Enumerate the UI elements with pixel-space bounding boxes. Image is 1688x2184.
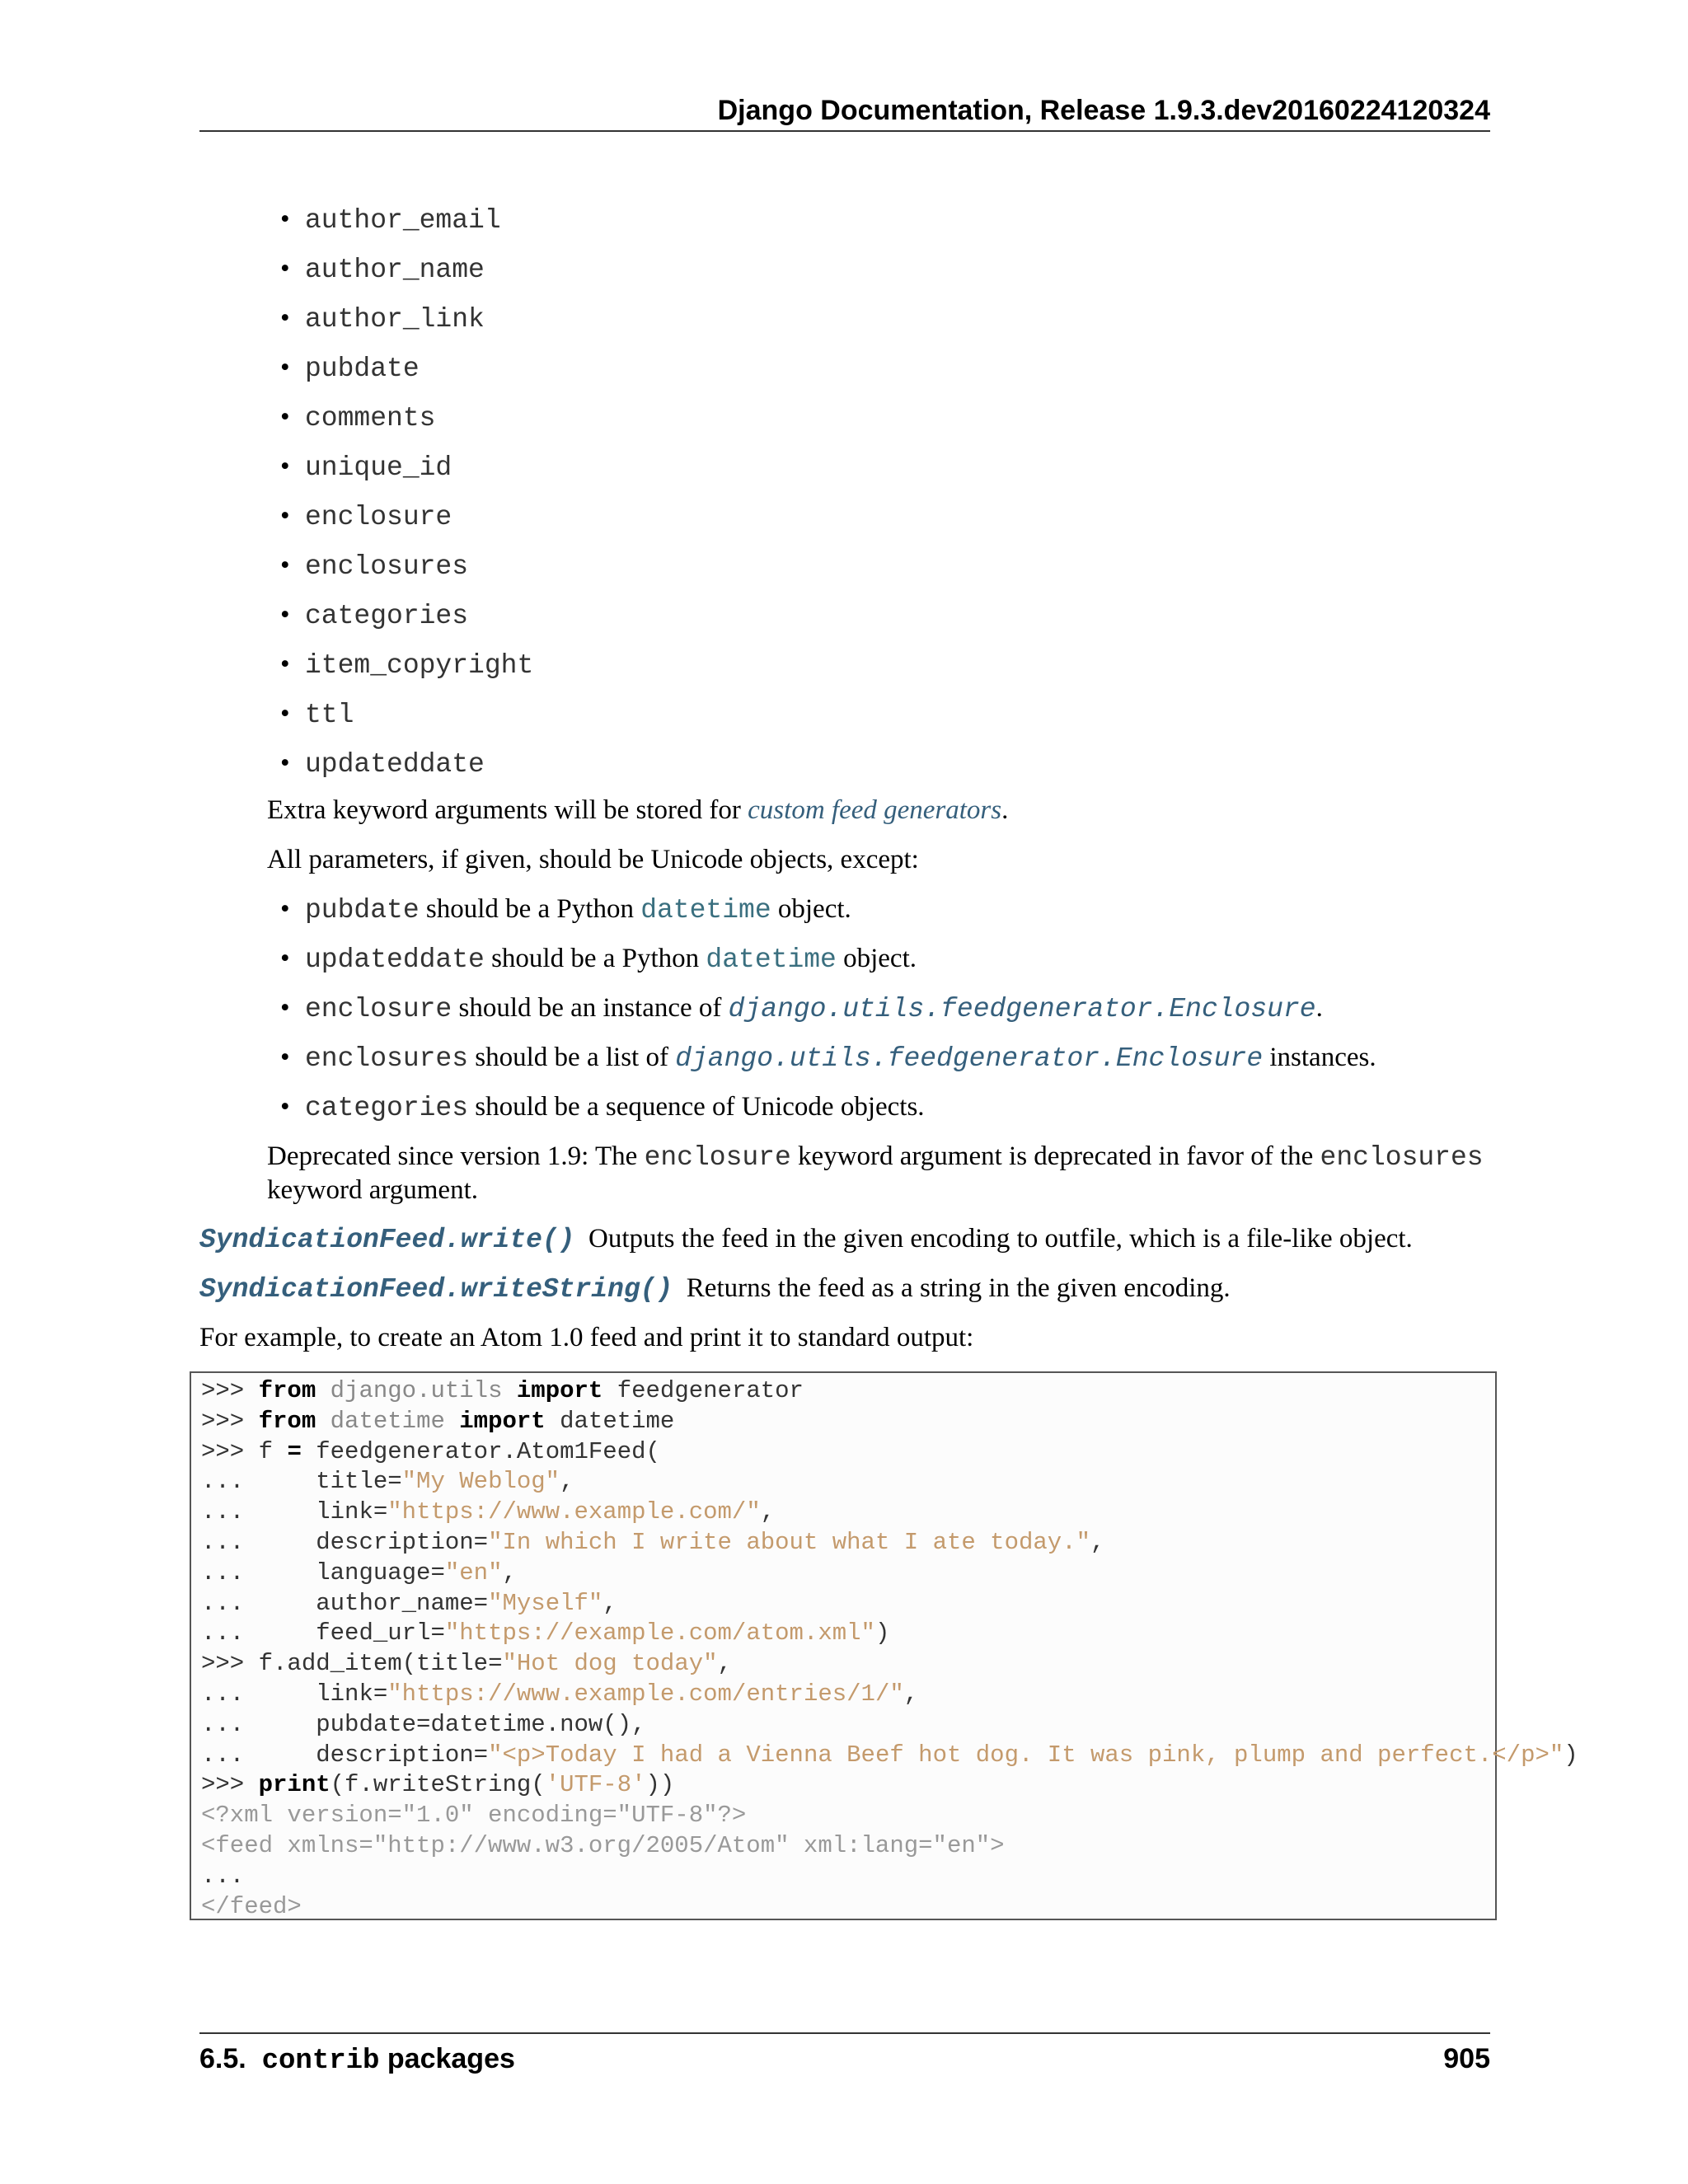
param-conditions-list [305, 884, 1376, 1132]
list-item: • enclosures [305, 541, 533, 590]
example-intro: For example, to create an Atom 1.0 feed and print it to standard output: [199, 1323, 974, 1352]
code-example [201, 1376, 1578, 1922]
list-item: • item_copyright [305, 640, 533, 689]
deprecation-note: Deprecated since version 1.9: The enclosure keyword argument is deprecated in favor of the enclosures [267, 1141, 1484, 1173]
code-example-block[interactable] [190, 1371, 1578, 1920]
page-number: 905 [1443, 2043, 1490, 2074]
list-item: • enclosure should be an instance of django.utils.feedgenerator.Enclosure. [305, 983, 1376, 1033]
list-item: • comments [305, 392, 533, 442]
list-item: • enclosures should be a list of django.utils.feedgenerator.Enclosure instances. [305, 1033, 1376, 1082]
list-item: • categories should be a sequence of Unicode objects. [305, 1082, 1376, 1132]
code-line: ... language="en", [201, 1558, 517, 1586]
enclosure-class-link[interactable]: django.utils.feedgenerator.Enclosure [728, 994, 1316, 1024]
list-item: • categories [305, 590, 533, 640]
code-output-line: <?xml version="1.0" encoding="UTF-8"?> [201, 1802, 747, 1830]
list-item: • pubdate should be a Python datetime object. [305, 884, 1376, 934]
code-line: ... description="<p>Today I had a Vienna Beef hot dog. It was pink, plump and perfect.</p>") [201, 1741, 1578, 1769]
code-line: ... feed_url="https://example.com/atom.xml") [201, 1619, 890, 1647]
code-line: ... pubdate=datetime.now(), [201, 1710, 646, 1738]
method-writestring: SyndicationFeed.writeString() Returns the feed as a string in the given encoding. [199, 1273, 1231, 1305]
footer-divider [199, 2032, 1490, 2034]
params-intro: All parameters, if given, should be Unicode objects, except: [267, 845, 919, 874]
code-line: >>> print(f.writeString('UTF-8')) [201, 1771, 675, 1799]
code-line: >>> from django.utils import feedgenerator [201, 1377, 804, 1404]
code-line: ... link="https://www.example.com/entries/1/", [201, 1680, 919, 1708]
list-item: • pubdate [305, 343, 533, 392]
header-divider [199, 130, 1490, 132]
code-line: ... title="My Weblog", [201, 1468, 574, 1496]
footer-section-title: 6.5. contrib packages [199, 2043, 515, 2077]
datetime-link[interactable]: datetime [706, 944, 837, 975]
page-header: Django Documentation, Release 1.9.3.dev20160224120324 [717, 95, 1490, 126]
list-item: • author_name [305, 244, 533, 293]
custom-feed-generators-link[interactable]: custom feed generators [748, 795, 1002, 825]
datetime-link[interactable]: datetime [640, 895, 771, 926]
list-item: • updateddate should be a Python datetime object. [305, 934, 1376, 983]
write-method-signature[interactable]: SyndicationFeed.write() [199, 1225, 575, 1255]
writestring-method-signature[interactable]: SyndicationFeed.writeString() [199, 1274, 673, 1305]
list-item: • ttl [305, 689, 533, 738]
list-item: • updateddate [305, 738, 533, 788]
list-item: • author_link [305, 293, 533, 343]
list-item: • unique_id [305, 442, 533, 491]
code-output-line: </feed> [201, 1892, 302, 1920]
list-item: • author_email [305, 194, 533, 244]
enclosure-class-link[interactable]: django.utils.feedgenerator.Enclosure [675, 1043, 1264, 1074]
code-output-line: ... [201, 1862, 245, 1890]
item-fields-list [305, 194, 533, 788]
code-line: >>> f.add_item(title="Hot dog today", [201, 1650, 732, 1678]
code-line: >>> from datetime import datetime [201, 1407, 675, 1435]
method-write: SyndicationFeed.write() Outputs the feed in the given encoding to outfile, which is a file-like object. [199, 1224, 1413, 1255]
code-line: ... description="In which I write about what I ate today.", [201, 1528, 1105, 1556]
code-line: ... author_name="Myself", [201, 1589, 617, 1617]
code-output-line: <feed xmlns="http://www.w3.org/2005/Atom" xml:lang="en"> [201, 1831, 1005, 1859]
code-line: ... link="https://www.example.com/", [201, 1498, 776, 1526]
list-item: • enclosure [305, 491, 533, 541]
extra-kwargs-paragraph: Extra keyword arguments will be stored for custom feed generators. [267, 795, 1009, 825]
deprecation-note-line2: keyword argument. [267, 1175, 478, 1205]
code-line: >>> f = feedgenerator.Atom1Feed( [201, 1437, 660, 1465]
